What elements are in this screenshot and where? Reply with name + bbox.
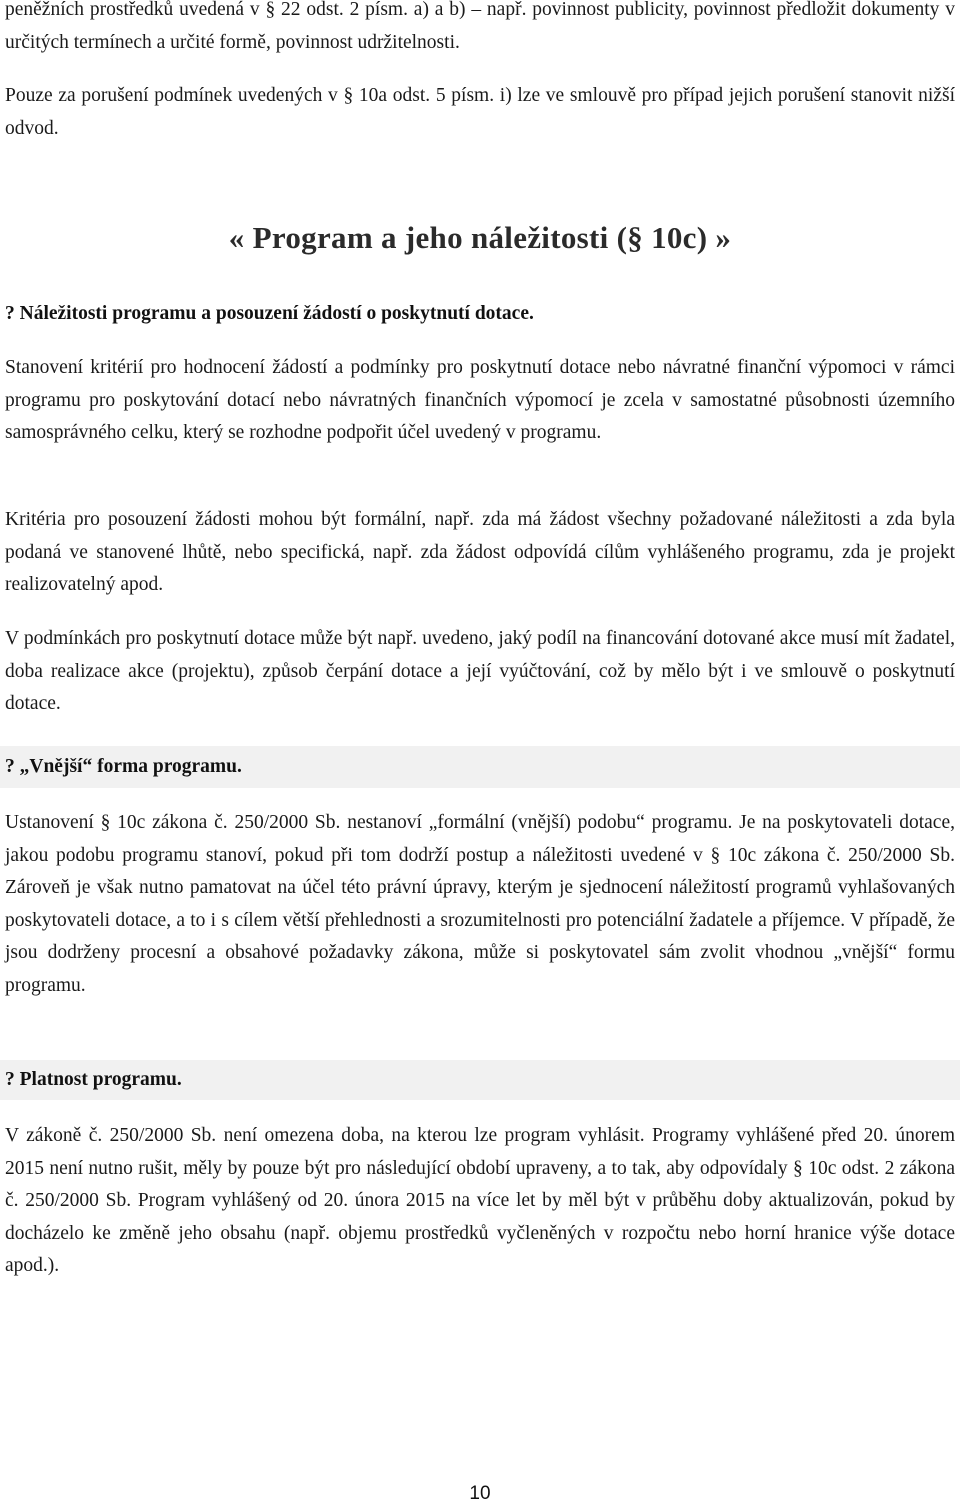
section-main-heading: « Program a jeho náležitosti (§ 10c) »	[228, 220, 732, 255]
paragraph-text: V zákoně č. 250/2000 Sb. není omezena doba, na kterou lze program vyhlásit. Programy vyhlášené před 20. únorem 2015 není nutno rušit, měly by pouze být pro následující období upraveny, a to tak, aby odpovídaly § 10c odst. 2 zákona č. 250/2000 Sb. Program vyhlášený od 20. února 2015 na více let by měl být v průběhu doby aktualizován, pokud by docházelo ke změně jeho obsahu (např. objemu prostředků vyčleněných v rozpočtu nebo horní hranice výše dotace apod.).	[5, 1125, 955, 1277]
paragraph-text: Stanovení kritérií pro hodnocení žádostí a podmínky pro poskytnutí dotace nebo návratné finanční výpomoci v rámci programu pro poskytování dotací nebo návratných finančních výpomocí je zcela v samostatné působnosti územního samosprávného celku, který se rozhodne podpořit účel uvedený v programu.	[5, 357, 955, 444]
paragraph-text: Pouze za porušení podmínek uvedených v § 10a odst. 5 písm. i) lze ve smlouvě pro případ jejich porušení stanovit nižší odvod.	[5, 85, 955, 139]
paragraph-text: V podmínkách pro poskytnutí dotace může být např. uvedeno, jaký podíl na financování dotované akce musí mít žadatel, doba realizace akce (projektu), způsob čerpání dotace a její vyúčtování, což by mělo být i ve smlouvě o poskytnutí dotace.	[5, 628, 955, 715]
paragraph-criteria-autonomy	[5, 352, 955, 450]
page-number: 10	[469, 1483, 491, 1504]
paragraph-text: peněžních prostředků uvedená v § 22 odst. 2 písm. a) a b) – např. povinnost publicity, povinnost předložit dokumenty v určitých termínech a určité formě, povinnost udržitelnosti.	[5, 0, 955, 53]
paragraph-formal-criteria	[5, 504, 955, 602]
subsection-heading-validity: ? Platnost programu.	[0, 1060, 960, 1100]
subsection-heading-requirements: ? Náležitosti programu a posouzení žádostí o poskytnutí dotace.	[5, 303, 534, 324]
paragraph-text: Ustanovení § 10c zákona č. 250/2000 Sb. nestanoví „formální (vnější) podobu“ programu. Je na poskytovateli dotace, jakou podobu programu stanoví, pokud při tom dodrží postup a náležitosti uvedené v § 10c zákona č. 250/2000 Sb. Zároveň je však nutno pamatovat na účel této právní úpravy, kterým je sjednocení náležitostí programů vyhlašovaných poskytovateli dotace, a to i s cílem větší přehlednosti a srozumitelnosti pro potenciální žadatele a příjemce. V případě, že jsou dodrženy procesní a obsahové požadavky zákona, může si poskytovatel sám zvolit vhodnou „vnější“ formu programu.	[5, 812, 955, 996]
paragraph-lower-penalty	[5, 80, 955, 145]
subsection-heading-external-form: ? „Vnější“ forma programu.	[0, 746, 960, 788]
paragraph-external-form	[5, 807, 955, 1003]
paragraph-validity	[5, 1120, 955, 1283]
continued-paragraph	[5, 0, 955, 59]
paragraph-conditions	[5, 623, 955, 721]
paragraph-text: Kritéria pro posouzení žádosti mohou být formální, např. zda má žádost všechny požadované náležitosti a zda byla podaná ve stanovené lhůtě, nebo specifická, např. zda žádost odpovídá cílům vyhlášeného programu, zda je projekt realizovatelný apod.	[5, 509, 955, 596]
